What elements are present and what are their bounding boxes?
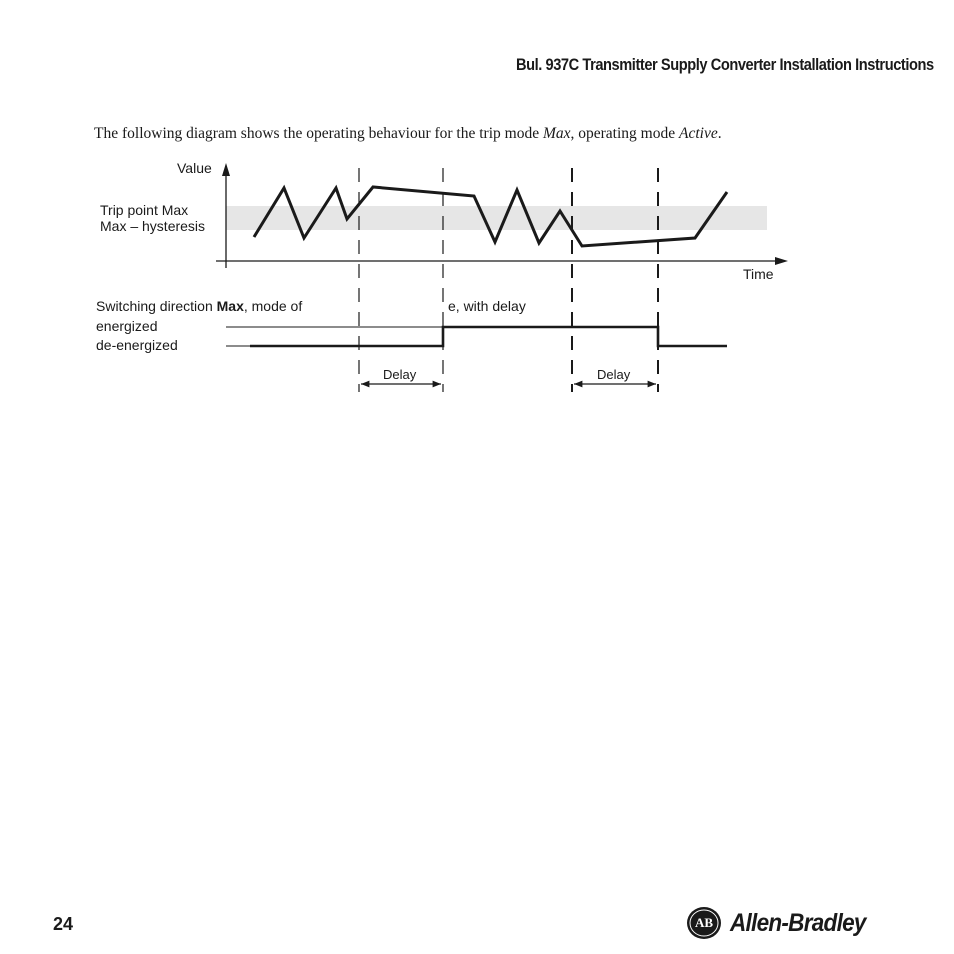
ab-emblem-letters: AB (694, 915, 714, 930)
brand-name: Allen-Bradley (730, 908, 866, 937)
hysteresis-band (226, 206, 767, 230)
intro-text-end: . (717, 125, 722, 142)
time-axis-arrow (775, 257, 788, 265)
switching-prefix: Switching direction (96, 298, 217, 314)
intro-trip-mode: Max (542, 125, 571, 142)
time-axis-label: Time (743, 266, 774, 282)
energized-label: energized (96, 318, 158, 334)
switching-direction-label (96, 298, 302, 314)
value-axis-label: Value (177, 160, 212, 176)
trip-point-label: Trip point Max (100, 202, 189, 218)
switching-suffix-label: e, with delay (448, 298, 526, 314)
switching-bold: Max (216, 298, 244, 314)
switching-mode: , mode of (243, 298, 303, 314)
hysteresis-label: Max – hysteresis (100, 218, 206, 234)
ab-emblem-icon (686, 905, 722, 941)
allen-bradley-logo (686, 905, 881, 941)
delay-label-1: Delay (383, 367, 417, 382)
value-axis-arrow (222, 163, 230, 176)
intro-operating-mode: Active (679, 125, 718, 142)
deenergized-label: de-energized (96, 337, 178, 353)
intro-text-before: The following diagram shows the operating behaviour for the trip mode (94, 125, 543, 142)
page-number: 24 (53, 914, 74, 934)
page-header-title: Bul. 937C Transmitter Supply Converter Installation Instructions (516, 55, 934, 74)
intro-text-middle: , operating mode (570, 125, 679, 142)
delay-label-2: Delay (597, 367, 631, 382)
output-signal-line (250, 327, 727, 346)
